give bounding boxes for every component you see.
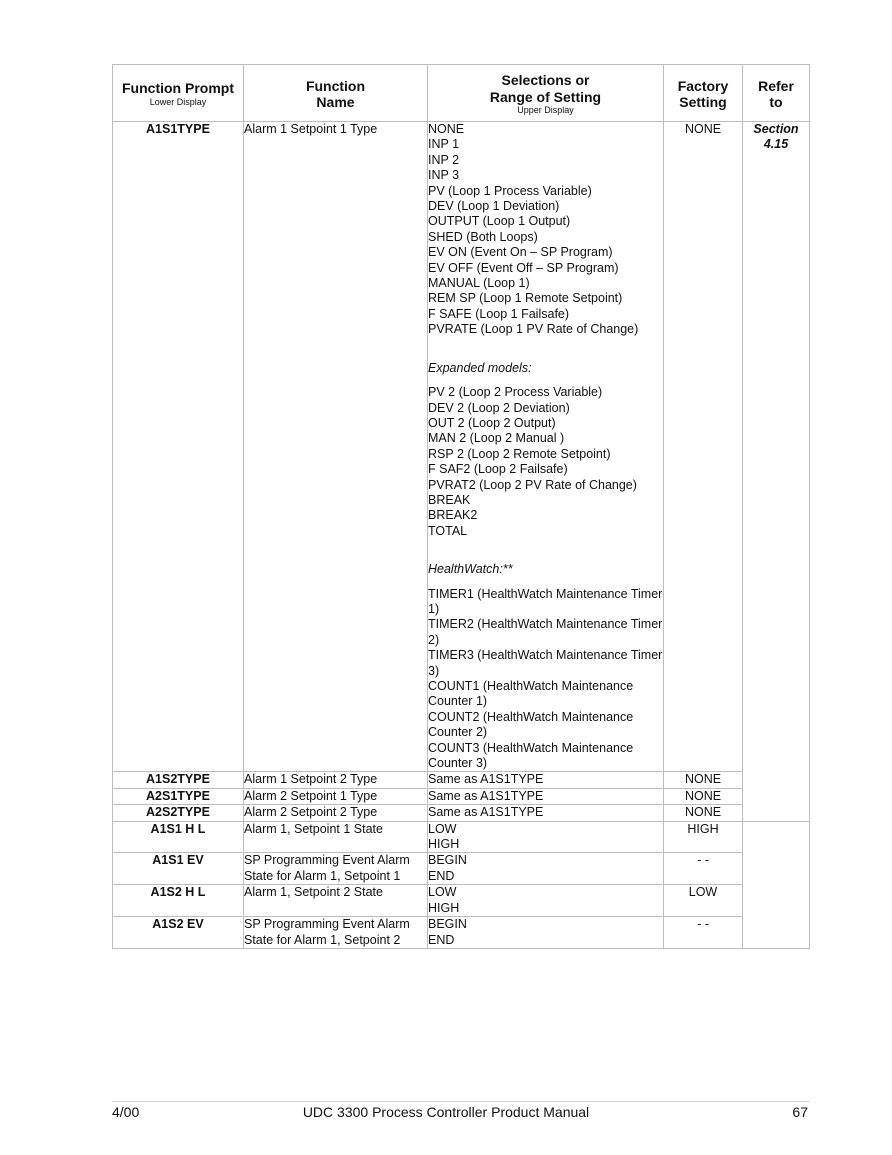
factory-setting-cell: NONE bbox=[664, 772, 743, 788]
function-prompt-cell: A2S1TYPE bbox=[113, 788, 244, 804]
header-row bbox=[113, 65, 810, 122]
factory-setting-cell: - - bbox=[664, 853, 743, 885]
function-name-cell: SP Programming Event Alarm State for Alarm 1, Setpoint 1 bbox=[244, 853, 428, 885]
selection-item: OUTPUT (Loop 1 Output) bbox=[428, 214, 571, 229]
function-prompt-cell: A1S2 EV bbox=[113, 917, 244, 949]
factory-setting-cell: HIGH bbox=[664, 821, 743, 853]
selection-item: MANUAL (Loop 1) bbox=[428, 276, 530, 291]
refer-to-cell: Section 4.15 bbox=[743, 122, 810, 822]
footer-date: 4/00 bbox=[112, 1104, 140, 1120]
refer-to-empty-cell bbox=[743, 821, 810, 948]
factory-setting-cell: LOW bbox=[664, 885, 743, 917]
selections-cell: BEGIN END bbox=[428, 917, 664, 949]
selection-item: NONE bbox=[428, 122, 465, 136]
header-refer-to: Refer to bbox=[743, 65, 810, 122]
selection-item: SHED (Both Loops) bbox=[428, 229, 538, 244]
selection-item: DEV (Loop 1 Deviation) bbox=[428, 199, 560, 214]
table-row-a1s1type bbox=[113, 122, 810, 772]
function-name-cell: Alarm 1, Setpoint 1 State bbox=[244, 821, 428, 853]
table-row bbox=[113, 821, 810, 853]
healthwatch-label: HealthWatch:** bbox=[428, 562, 513, 577]
expanded-item: OUT 2 (Loop 2 Output) bbox=[428, 415, 556, 430]
selection-item: INP 1 bbox=[428, 137, 460, 152]
footer-title: UDC 3300 Process Controller Product Manual bbox=[302, 1104, 590, 1120]
selection-item: INP 2 bbox=[428, 152, 460, 167]
expanded-item: BREAK bbox=[428, 492, 471, 507]
header-prompt-sub: Lower Display bbox=[149, 96, 207, 107]
selection-item: INP 3 bbox=[428, 168, 460, 183]
selection-item: F SAFE (Loop 1 Failsafe) bbox=[428, 306, 570, 321]
function-name-cell: Alarm 1, Setpoint 2 State bbox=[244, 885, 428, 917]
selections-cell: BEGIN END bbox=[428, 853, 664, 885]
factory-setting-cell: - - bbox=[664, 917, 743, 949]
function-name-cell: Alarm 2 Setpoint 2 Type bbox=[244, 805, 428, 821]
expanded-item: BREAK2 bbox=[428, 508, 478, 523]
function-name-cell: Alarm 1 Setpoint 2 Type bbox=[244, 772, 428, 788]
selections-cell: LOW HIGH bbox=[428, 821, 664, 853]
expanded-models-label: Expanded models: bbox=[428, 360, 532, 375]
healthwatch-item: COUNT2 (HealthWatch Maintenance Counter 2) bbox=[428, 709, 634, 740]
header-factory-setting: Factory Setting bbox=[664, 65, 743, 122]
function-prompt-cell: A1S2 H L bbox=[113, 885, 244, 917]
function-prompt-cell: A1S1TYPE bbox=[113, 122, 244, 772]
factory-setting-cell: NONE bbox=[664, 805, 743, 821]
healthwatch-item: TIMER2 (HealthWatch Maintenance Timer 2) bbox=[428, 617, 663, 647]
expanded-item: PV 2 (Loop 2 Process Variable) bbox=[428, 385, 603, 400]
function-name-cell: SP Programming Event Alarm State for Alarm 1, Setpoint 2 bbox=[244, 917, 428, 949]
function-name-cell: Alarm 2 Setpoint 1 Type bbox=[244, 788, 428, 804]
expanded-item: MAN 2 (Loop 2 Manual ) bbox=[428, 431, 565, 446]
header-function-name: Function Name bbox=[244, 65, 428, 122]
factory-setting-cell: NONE bbox=[664, 122, 743, 772]
function-prompt-cell: A1S1 H L bbox=[113, 821, 244, 853]
expanded-item: RSP 2 (Loop 2 Remote Setpoint) bbox=[428, 446, 611, 461]
function-prompt-cell: A1S1 EV bbox=[113, 853, 244, 885]
selections-cell: Same as A1S1TYPE bbox=[428, 788, 664, 804]
table-row bbox=[113, 772, 810, 788]
function-prompt-cell: A1S2TYPE bbox=[113, 772, 244, 788]
expanded-item: TOTAL bbox=[428, 523, 468, 538]
function-prompt-cell: A2S2TYPE bbox=[113, 805, 244, 821]
function-name-cell: Alarm 1 Setpoint 1 Type bbox=[244, 122, 428, 772]
healthwatch-item: COUNT1 (HealthWatch Maintenance Counter 1) bbox=[428, 679, 634, 709]
selection-item: REM SP (Loop 1 Remote Setpoint) bbox=[428, 291, 623, 306]
factory-setting-cell: NONE bbox=[664, 788, 743, 804]
expanded-item: F SAF2 (Loop 2 Failsafe) bbox=[428, 462, 568, 477]
selections-cell: Same as A1S1TYPE bbox=[428, 772, 664, 788]
healthwatch-item: TIMER1 (HealthWatch Maintenance Timer 1) bbox=[428, 586, 663, 616]
table-row bbox=[113, 805, 810, 821]
header-selections-sub: Upper Display bbox=[517, 105, 574, 115]
healthwatch-item: TIMER3 (HealthWatch Maintenance Timer 3) bbox=[428, 648, 663, 678]
table-row bbox=[113, 853, 810, 885]
footer-page-number: 67 bbox=[792, 1104, 808, 1120]
expanded-item: DEV 2 (Loop 2 Deviation) bbox=[428, 400, 570, 415]
table-row bbox=[113, 788, 810, 804]
selection-item: EV OFF (Event Off – SP Program) bbox=[428, 260, 619, 275]
footer-divider bbox=[112, 1101, 809, 1102]
selections-cell: LOW HIGH bbox=[428, 885, 664, 917]
table-row bbox=[113, 885, 810, 917]
selection-item: PVRATE (Loop 1 PV Rate of Change) bbox=[428, 322, 639, 337]
healthwatch-item: COUNT3 (HealthWatch Maintenance Counter 3) bbox=[428, 740, 634, 771]
function-table bbox=[112, 64, 810, 949]
table-row bbox=[113, 917, 810, 949]
header-selections: Selections or Range of Setting Upper Display bbox=[428, 65, 664, 122]
selections-cell bbox=[428, 122, 664, 772]
expanded-item: PVRAT2 (Loop 2 PV Rate of Change) bbox=[428, 477, 637, 492]
selection-item: PV (Loop 1 Process Variable) bbox=[428, 183, 592, 198]
selections-cell: Same as A1S1TYPE bbox=[428, 805, 664, 821]
selection-item: EV ON (Event On – SP Program) bbox=[428, 245, 613, 260]
header-function-prompt: Function Prompt Lower Display bbox=[113, 65, 244, 122]
